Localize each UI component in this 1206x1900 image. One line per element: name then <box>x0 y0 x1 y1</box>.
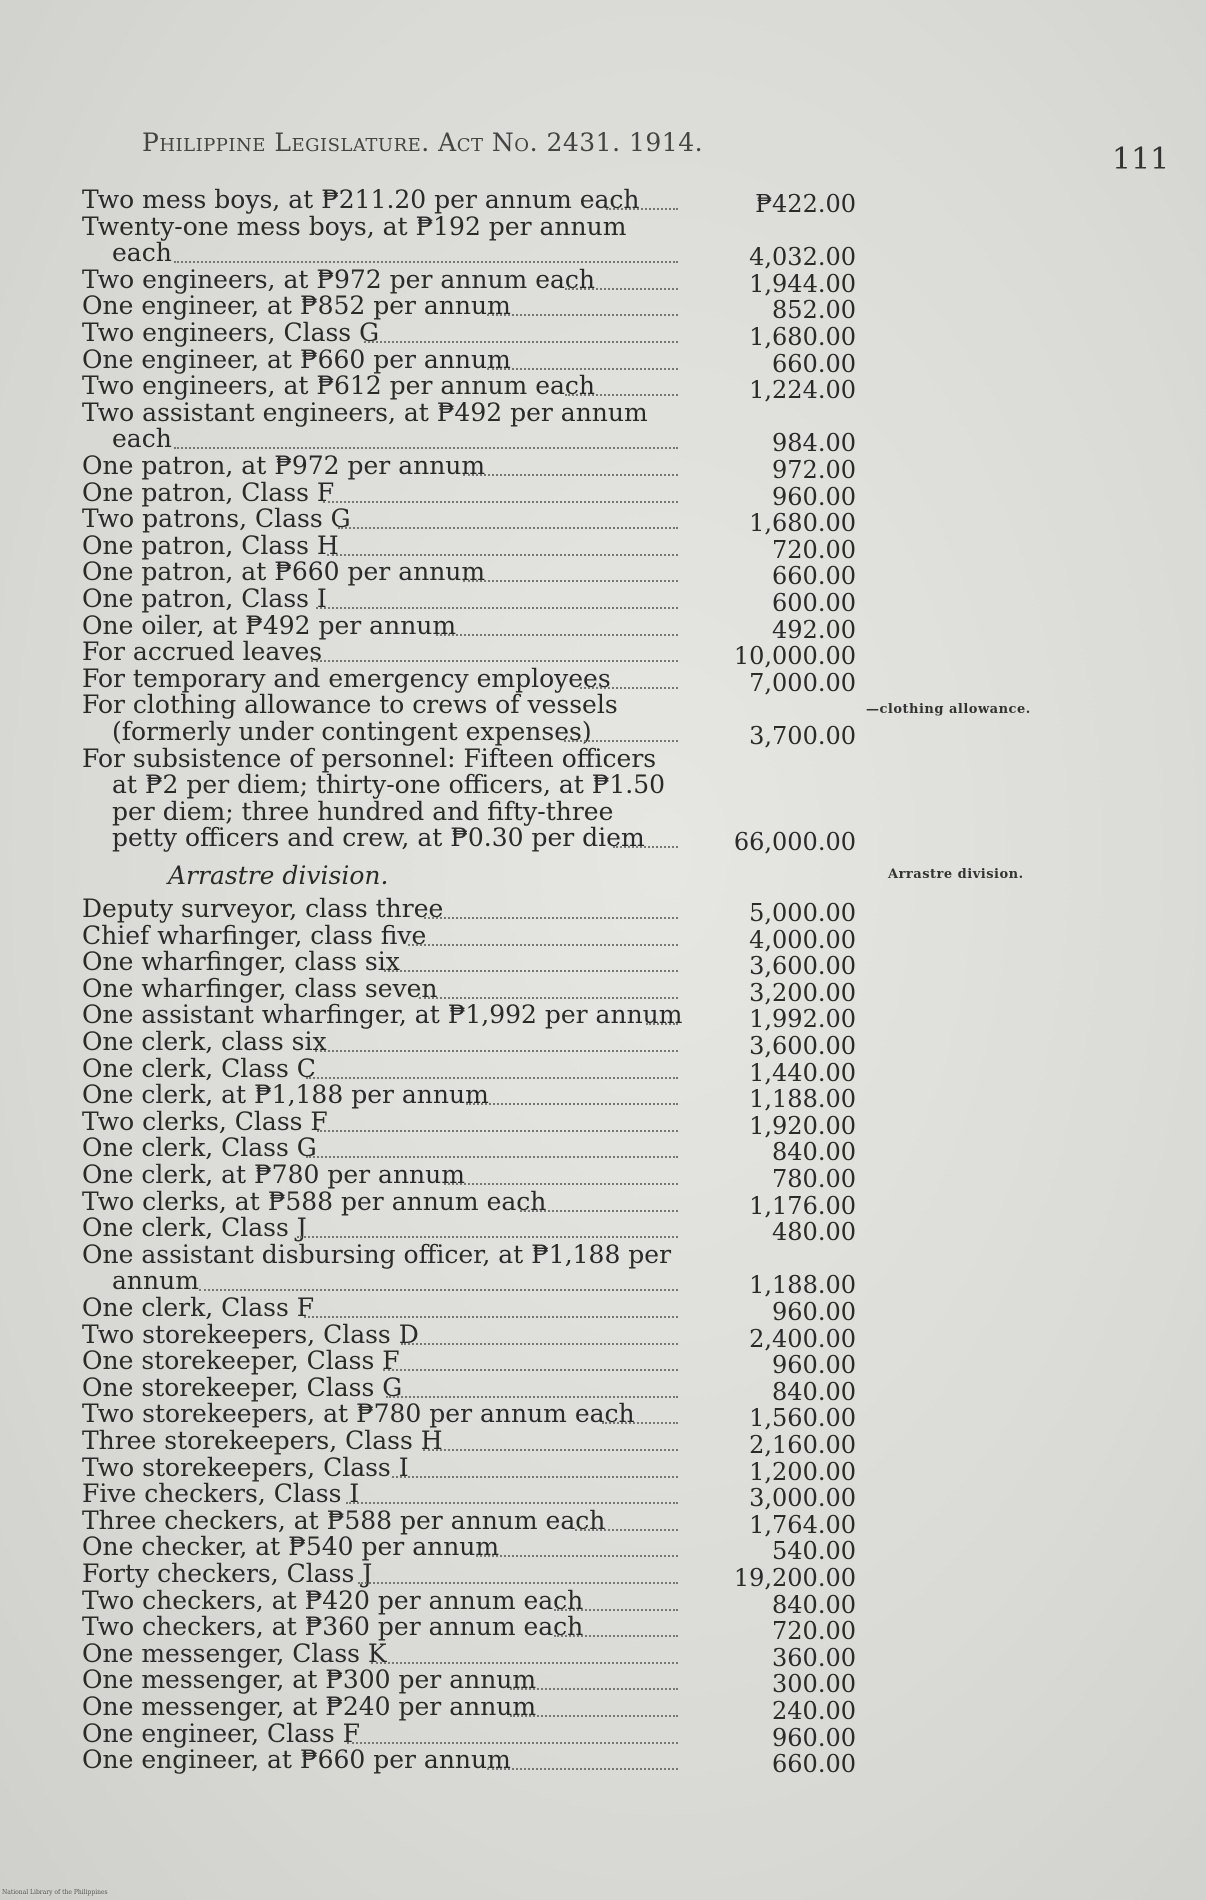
dot-leader <box>436 632 678 636</box>
entry-line <box>82 1108 328 1135</box>
margin-note-arrastre-division: Arrastre division. <box>888 867 1024 882</box>
entry-amount: 4,000.00 <box>749 925 856 954</box>
entry-line <box>82 691 618 718</box>
dot-leader <box>463 578 678 582</box>
dot-leader <box>423 1447 678 1451</box>
entry-text: One checker, at ₱540 per annum <box>82 1532 500 1562</box>
entry-amount: 3,200.00 <box>749 978 856 1007</box>
entry-line <box>82 372 595 399</box>
entry-text: One assistant disbursing officer, at ₱1,188 per <box>82 1239 672 1269</box>
entry-line <box>82 1241 671 1268</box>
dot-leader <box>174 259 678 263</box>
dot-leader <box>575 1527 678 1531</box>
entry-line <box>82 665 611 692</box>
dot-leader <box>364 339 678 343</box>
entry-line <box>82 1613 583 1640</box>
dot-leader <box>401 1341 678 1345</box>
entry-text: One engineer, Class F <box>82 1718 361 1748</box>
entry-text: For subsistence of personnel: Fifteen officers <box>82 743 657 773</box>
dot-leader <box>565 286 678 290</box>
entry-line <box>112 239 172 266</box>
entry-amount: 1,992.00 <box>749 1005 856 1034</box>
entry-amount: 660.00 <box>772 349 856 378</box>
entry-text: each <box>112 424 172 454</box>
entry-text: For accrued leaves <box>82 637 323 667</box>
entry-text: at ₱2 per diem; thirty-one officers, at ₱1.50 <box>112 770 666 800</box>
entry-line <box>82 1161 465 1188</box>
entry-text: Five checkers, Class I <box>82 1479 360 1509</box>
entry-text: Two engineers, Class G <box>82 318 380 347</box>
entry-amount: 1,920.00 <box>749 1111 856 1140</box>
entry-text: Two assistant engineers, at ₱492 per annum <box>82 397 648 427</box>
entry-line <box>82 213 626 240</box>
entry-line <box>82 1081 489 1108</box>
entry-text: One clerk, at ₱1,188 per annum <box>82 1080 489 1110</box>
entry-line <box>112 771 665 798</box>
entry-text: Two clerks, Class F <box>82 1106 328 1136</box>
entry-text: For clothing allowance to crews of vessels <box>82 690 618 720</box>
entry-amount: 1,764.00 <box>749 1510 856 1539</box>
entry-line <box>82 1454 409 1481</box>
entry-amount: 3,700.00 <box>749 722 856 750</box>
entry-text: One patron, Class H <box>82 530 339 560</box>
entry-text: Two storekeepers, Class I <box>82 1452 409 1482</box>
entry-text: Two mess boys, at ₱211.20 per annum each <box>82 185 640 214</box>
entry-line <box>82 558 485 585</box>
entry-line <box>82 1720 360 1747</box>
entry-amount: 780.00 <box>772 1165 856 1193</box>
entry-text: One oiler, at ₱492 per annum <box>82 610 457 640</box>
entry-amount: 66,000.00 <box>733 828 856 857</box>
dot-leader <box>466 1101 678 1105</box>
entry-text: One clerk, Class J <box>82 1213 307 1243</box>
entry-line <box>82 1560 372 1587</box>
entry-amount: 10,000.00 <box>733 642 856 671</box>
entry-line <box>82 399 648 426</box>
entry-amount: 492.00 <box>772 615 856 644</box>
entry-line <box>82 745 656 772</box>
entry-line <box>82 1214 307 1241</box>
entry-line <box>82 292 511 319</box>
entry-amount: 840.00 <box>772 1377 856 1406</box>
entry-text: One clerk, Class C <box>82 1053 316 1083</box>
entry-text: One clerk, class six <box>82 1027 327 1056</box>
entry-amount: 240.00 <box>772 1697 856 1725</box>
entry-line <box>82 948 400 975</box>
entry-amount: 720.00 <box>772 535 856 564</box>
entry-line <box>82 1028 327 1055</box>
running-head: Philippine Legislature. Act No. 2431. 1914. <box>142 128 704 157</box>
dot-leader <box>487 312 678 316</box>
entry-amount: 1,200.00 <box>749 1457 856 1486</box>
entry-amount: 2,160.00 <box>749 1431 856 1459</box>
entry-text: One messenger, Class K <box>82 1638 387 1668</box>
dot-leader <box>327 552 678 556</box>
entry-line <box>82 922 426 949</box>
entry-line <box>82 186 640 213</box>
entry-text: One assistant wharfinger, at ₱1,992 per annum <box>82 1000 683 1030</box>
entry-amount: 1,680.00 <box>749 323 856 351</box>
dot-leader <box>316 605 678 609</box>
entry-text: Two patrons, Class G <box>82 504 351 534</box>
dot-leader <box>646 1021 678 1025</box>
entry-text: Two clerks, at ₱588 per annum each <box>82 1186 547 1216</box>
dot-leader <box>510 1686 678 1690</box>
dot-leader <box>315 1048 678 1052</box>
dot-leader <box>371 1660 678 1664</box>
entry-text: One messenger, at ₱240 per annum <box>82 1692 537 1721</box>
entry-amount: 360.00 <box>772 1643 856 1672</box>
dot-leader <box>297 1234 678 1238</box>
dot-leader <box>323 499 678 503</box>
entry-line <box>82 1294 314 1321</box>
entry-amount: 720.00 <box>772 1617 856 1646</box>
entry-text: Chief wharfinger, class five <box>82 920 427 950</box>
entry-amount: 2,400.00 <box>749 1324 856 1353</box>
entry-amount: 1,224.00 <box>749 376 856 405</box>
entry-line <box>82 1533 499 1560</box>
entry-text: One storekeeper, Class F <box>82 1346 400 1376</box>
dot-leader <box>338 525 678 529</box>
entry-text: One engineer, at ₱660 per annum <box>82 344 511 374</box>
dot-leader <box>602 1420 678 1424</box>
entry-amount: 19,200.00 <box>733 1564 856 1592</box>
entry-amount: 960.00 <box>772 1351 856 1380</box>
entry-amount: 4,032.00 <box>749 243 856 272</box>
entry-line <box>82 1001 682 1028</box>
entry-text: One storekeeper, Class G <box>82 1372 403 1402</box>
dot-leader <box>346 1500 678 1504</box>
dot-leader <box>306 1075 678 1079</box>
entry-line <box>112 718 592 745</box>
entry-amount: 480.00 <box>772 1218 856 1247</box>
entry-text: each <box>112 238 172 268</box>
dot-leader <box>520 1208 678 1212</box>
entry-amount: 960.00 <box>772 1298 856 1326</box>
entry-amount: 1,944.00 <box>749 269 856 298</box>
entry-text: One patron, Class I <box>82 584 327 613</box>
entry-line <box>112 425 172 452</box>
entry-text: Two engineers, at ₱972 per annum each <box>82 264 596 294</box>
entry-amount: 960.00 <box>772 482 856 511</box>
entry-amount: 600.00 <box>772 589 856 617</box>
dot-leader <box>311 658 678 662</box>
entry-text: Two checkers, at ₱420 per annum each <box>82 1585 584 1615</box>
dot-leader <box>476 1553 678 1557</box>
entry-line <box>82 1507 605 1534</box>
entry-line <box>82 1480 359 1507</box>
entry-text: One patron, at ₱972 per annum <box>82 451 486 480</box>
entry-text: (formerly under contingent expenses) <box>112 717 592 746</box>
entry-amount: 1,176.00 <box>749 1191 856 1220</box>
dot-leader <box>384 968 678 972</box>
dot-leader <box>510 1713 678 1717</box>
entry-text: Forty checkers, Class J <box>82 1559 373 1588</box>
dot-leader <box>463 472 678 476</box>
dot-leader <box>444 1181 678 1185</box>
dot-leader <box>306 1154 678 1158</box>
entry-text: per diem; three hundred and fifty-three <box>112 796 614 826</box>
entry-amount: 1,188.00 <box>749 1271 856 1300</box>
entry-text: Two storekeepers, Class D <box>82 1319 419 1349</box>
entry-amount: 1,188.00 <box>749 1085 856 1114</box>
dot-leader <box>199 1287 678 1291</box>
entry-amount: 3,000.00 <box>749 1484 856 1513</box>
entry-line <box>82 1055 316 1082</box>
dot-leader <box>304 1314 678 1318</box>
dot-leader <box>174 445 678 449</box>
margin-note-clothing-allowance: —clothing allowance. <box>866 702 1031 717</box>
dot-leader <box>487 1766 678 1770</box>
dot-leader <box>424 915 678 919</box>
entry-text: One wharfinger, class six <box>82 947 400 977</box>
dot-leader <box>554 1607 678 1611</box>
entry-text: Twenty-one mess boys, at ₱192 per annum <box>82 211 627 241</box>
entry-line <box>82 479 334 506</box>
entry-line <box>82 1347 400 1374</box>
dot-leader <box>565 392 678 396</box>
entry-amount: 5,000.00 <box>749 899 856 927</box>
entry-line <box>82 452 485 479</box>
dot-leader <box>554 1633 678 1637</box>
entry-text: annum <box>112 1266 199 1296</box>
entry-text: One engineer, at ₱660 per annum <box>82 1745 511 1775</box>
entry-amount: 540.00 <box>772 1537 856 1566</box>
entry-line <box>82 346 511 373</box>
entry-amount: 300.00 <box>772 1670 856 1699</box>
entry-text: petty officers and crew, at ₱0.30 per diem <box>112 823 645 853</box>
entry-text: Three checkers, at ₱588 per annum each <box>82 1505 606 1535</box>
entry-line <box>82 1374 402 1401</box>
dot-leader <box>606 206 678 210</box>
entry-line <box>82 1746 511 1773</box>
entry-line <box>82 319 379 346</box>
dot-leader <box>613 844 678 848</box>
dot-leader <box>408 942 678 946</box>
entry-text: Two engineers, at ₱612 per annum each <box>82 371 596 401</box>
entry-line <box>82 1134 317 1161</box>
entry-text: Three storekeepers, Class H <box>82 1426 443 1455</box>
entry-line <box>82 895 443 922</box>
entry-amount: 660.00 <box>772 562 856 591</box>
entry-amount: ₱422.00 <box>755 190 856 218</box>
dot-leader <box>358 1580 678 1584</box>
entry-line <box>82 1587 583 1614</box>
entry-amount: 7,000.00 <box>749 668 856 697</box>
entry-line <box>82 1321 419 1348</box>
entry-amount: 852.00 <box>772 296 856 325</box>
page-number: 111 <box>1112 142 1170 177</box>
dot-leader <box>580 685 678 689</box>
entry-line <box>82 585 327 612</box>
entry-amount: 1,680.00 <box>749 509 856 538</box>
dot-leader <box>383 1367 678 1371</box>
entry-amount: 984.00 <box>772 429 856 458</box>
entry-line <box>82 1400 635 1427</box>
entry-line <box>82 975 438 1002</box>
entry-text: One clerk, at ₱780 per annum <box>82 1160 465 1189</box>
section-title: Arrastre division. <box>168 861 389 890</box>
entry-line <box>82 1427 443 1454</box>
entry-line <box>112 1267 199 1294</box>
dot-leader <box>419 995 678 999</box>
entry-text: One patron, Class F <box>82 477 335 507</box>
dot-leader <box>317 1128 678 1132</box>
entry-line <box>82 1666 536 1693</box>
footer-credit: National Library of the Philippines <box>2 1889 108 1896</box>
entry-line <box>82 612 456 639</box>
entry-amount: 960.00 <box>772 1723 856 1752</box>
entry-text: One clerk, Class F <box>82 1293 315 1322</box>
dot-leader <box>564 738 678 742</box>
entry-amount: 3,600.00 <box>749 952 856 981</box>
entry-text: One engineer, at ₱852 per annum <box>82 291 511 321</box>
entry-amount: 840.00 <box>772 1138 856 1167</box>
entry-line <box>82 505 351 532</box>
entry-amount: 1,440.00 <box>749 1058 856 1087</box>
entry-line <box>82 1188 546 1215</box>
entry-amount: 840.00 <box>772 1590 856 1619</box>
dot-leader <box>347 1740 678 1744</box>
entry-text: Deputy surveyor, class three <box>82 894 444 923</box>
dot-leader <box>487 366 678 370</box>
entry-line <box>82 266 595 293</box>
entry-text: One clerk, Class G <box>82 1133 317 1163</box>
entry-amount: 660.00 <box>772 1750 856 1779</box>
entry-text: Two checkers, at ₱360 per annum each <box>82 1612 584 1642</box>
entry-line <box>82 1640 387 1667</box>
entry-text: One wharfinger, class seven <box>82 973 438 1003</box>
entry-text: Two storekeepers, at ₱780 per annum each <box>82 1399 635 1429</box>
entry-amount: 3,600.00 <box>749 1032 856 1060</box>
entry-line <box>82 532 339 559</box>
entry-text: For temporary and emergency employees <box>82 663 611 693</box>
entry-text: One patron, at ₱660 per annum <box>82 557 486 587</box>
entry-line <box>112 824 645 851</box>
entry-line <box>82 1693 536 1720</box>
dot-leader <box>386 1394 678 1398</box>
dot-leader <box>392 1474 678 1478</box>
entry-amount: 972.00 <box>772 456 856 484</box>
entry-line <box>112 798 613 825</box>
entry-line <box>82 638 322 665</box>
entry-text: One messenger, at ₱300 per annum <box>82 1665 537 1695</box>
entry-amount: 1,560.00 <box>749 1404 856 1433</box>
